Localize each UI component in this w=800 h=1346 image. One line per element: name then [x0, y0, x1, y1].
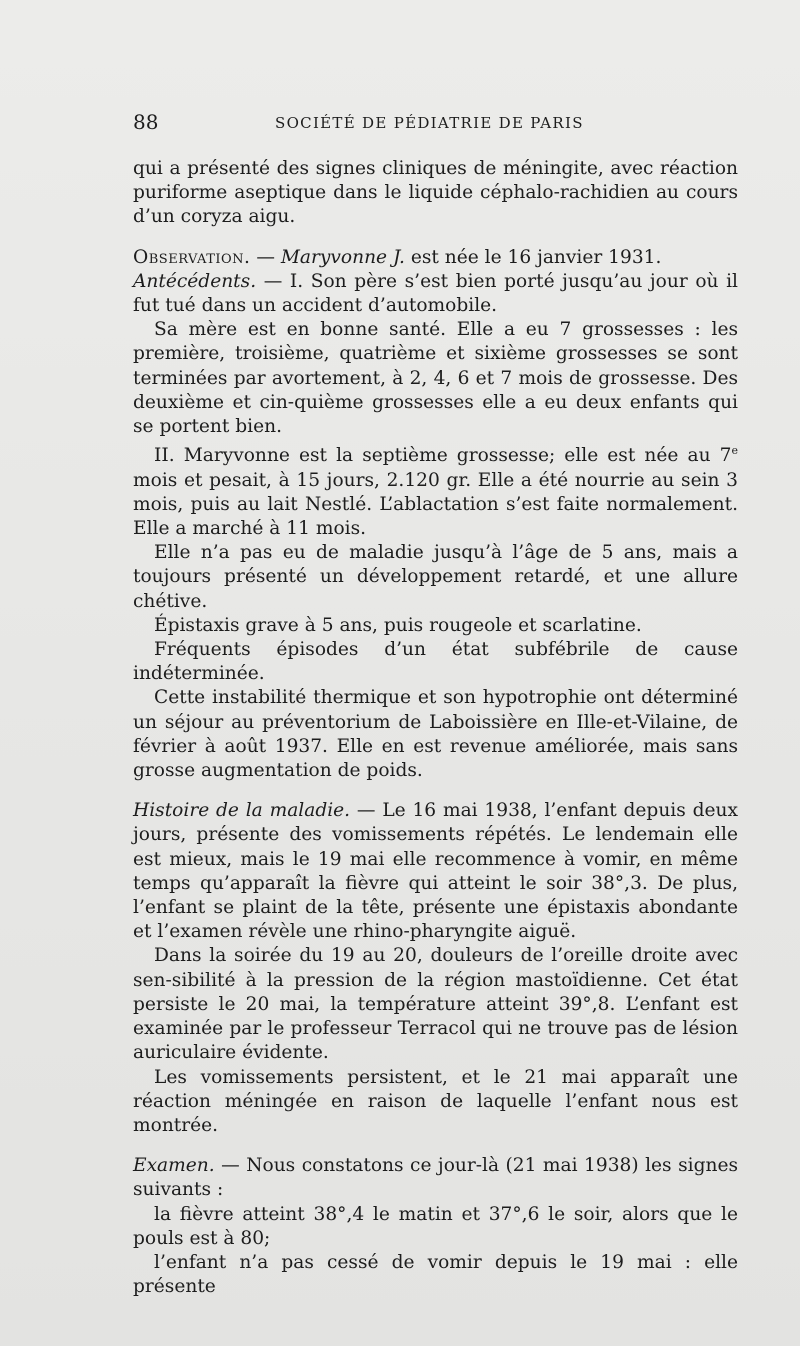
- intro-paragraph: qui a présenté des signes cliniques de méningite, avec réaction puriforme aseptique dans le liquide céphalo-rachidien au cours d’un coryza aigu.: [133, 158, 738, 228]
- running-title: SOCIÉTÉ DE PÉDIATRIE DE PARIS: [275, 114, 584, 132]
- fever-paragraph: la fièvre atteint 38°,4 le matin et 37°,6 le soir, alors que le pouls est à 80;: [133, 1203, 738, 1249]
- body-text: [133, 157, 738, 1299]
- observation-paragraph: [133, 246, 738, 270]
- em-dash: —: [256, 246, 275, 268]
- last-paragraph: l’enfant n’a pas cessé de vomir depuis le 19 mai : elle présente: [133, 1251, 738, 1298]
- patient-name: Maryvonne J.: [280, 246, 405, 268]
- observation-label: Observation.: [133, 246, 251, 268]
- history-text: Le 16 mai 1938, l’enfant depuis deux jours, présente des vomissements répétés. Le lendemain elle est mieux, mais le 19 mai elle recommence à vomir, en même temps qu’apparaît la fièvre qui atteint le soir 38°,3. De plus, l’enfant se plaint de la tête, présente une épistaxis abondante et l’examen révèle une rhino-pharyngite aiguë.: [133, 800, 738, 943]
- history-label: Histoire de la maladie.: [133, 800, 351, 822]
- antecedents-2-pre: II. Maryvonne est la septième grossesse; elle est née au 7: [154, 445, 732, 467]
- instability-paragraph: Cette instabilité thermique et son hypotrophie ont déterminé un séjour au préventorium de Laboissière en Ille-et-Vilaine, de février à août 1937. Elle en est revenue améliorée, mais sans grosse augmentation de poids.: [133, 687, 738, 782]
- antecedents-2-paragraph: [133, 439, 738, 541]
- childhood-paragraph: Elle n’a pas eu de maladie jusqu’à l’âge de 5 ans, mais a toujours présenté un développement retardé, et une allure chétive.: [133, 542, 738, 612]
- episodes-paragraph: Fréquents épisodes d’un état subfébrile de cause indéterminée.: [133, 639, 738, 685]
- em-dash: —: [356, 800, 376, 822]
- history-paragraph: [133, 799, 738, 944]
- page-number: 88: [133, 110, 159, 134]
- em-dash: —: [221, 1155, 240, 1177]
- epistaxis-paragraph: Épistaxis grave à 5 ans, puis rougeole et scarlatine.: [154, 614, 642, 636]
- mother-paragraph: Sa mère est en bonne santé. Elle a eu 7 grossesses : les première, troisième, quatrième et sixième grossesses se sont terminées par avortement, à 2, 4, 6 et 7 mois de grossesse. Des deuxième et cin-quième grossesses elle a eu deux enfants qui se portent bien.: [133, 319, 738, 438]
- exam-label: Examen.: [133, 1155, 215, 1177]
- exam-paragraph: [133, 1154, 738, 1202]
- vomiting-paragraph: Les vomissements persistent, et le 21 mai apparaît une réaction méningée en raison de laquelle l’enfant nous est montrée.: [133, 1066, 738, 1136]
- em-dash: —: [263, 270, 283, 292]
- exam-text: Nous constatons ce jour-là (21 mai 1938) les signes suivants :: [133, 1155, 738, 1201]
- antecedents-text: I. Son père s’est bien porté jusqu’au jour où il fut tué dans un accident d’automobile.: [133, 270, 738, 317]
- antecedents-2-post: mois et pesait, à 15 jours, 2.120 gr. Elle a été nourrie au sein 3 mois, puis au lait Nestlé. L’ablactation s’est faite normalement. Elle a marché à 11 mois.: [133, 469, 738, 540]
- evening-paragraph: Dans la soirée du 19 au 20, douleurs de l’oreille droite avec sen-sibilité à la pression de la région mastoïdienne. Cet état persiste le 20 mai, la température atteint 39°,8. L’enfant est examinée par le professeur Terracol qui ne trouve pas de lésion auriculaire évidente.: [133, 945, 738, 1064]
- antecedents-paragraph: [133, 270, 738, 318]
- page-header: [133, 110, 738, 140]
- superscript-e: e: [731, 444, 738, 458]
- observation-text: est née le 16 janvier 1931.: [410, 246, 662, 268]
- antecedents-label: Antécédents.: [133, 270, 257, 292]
